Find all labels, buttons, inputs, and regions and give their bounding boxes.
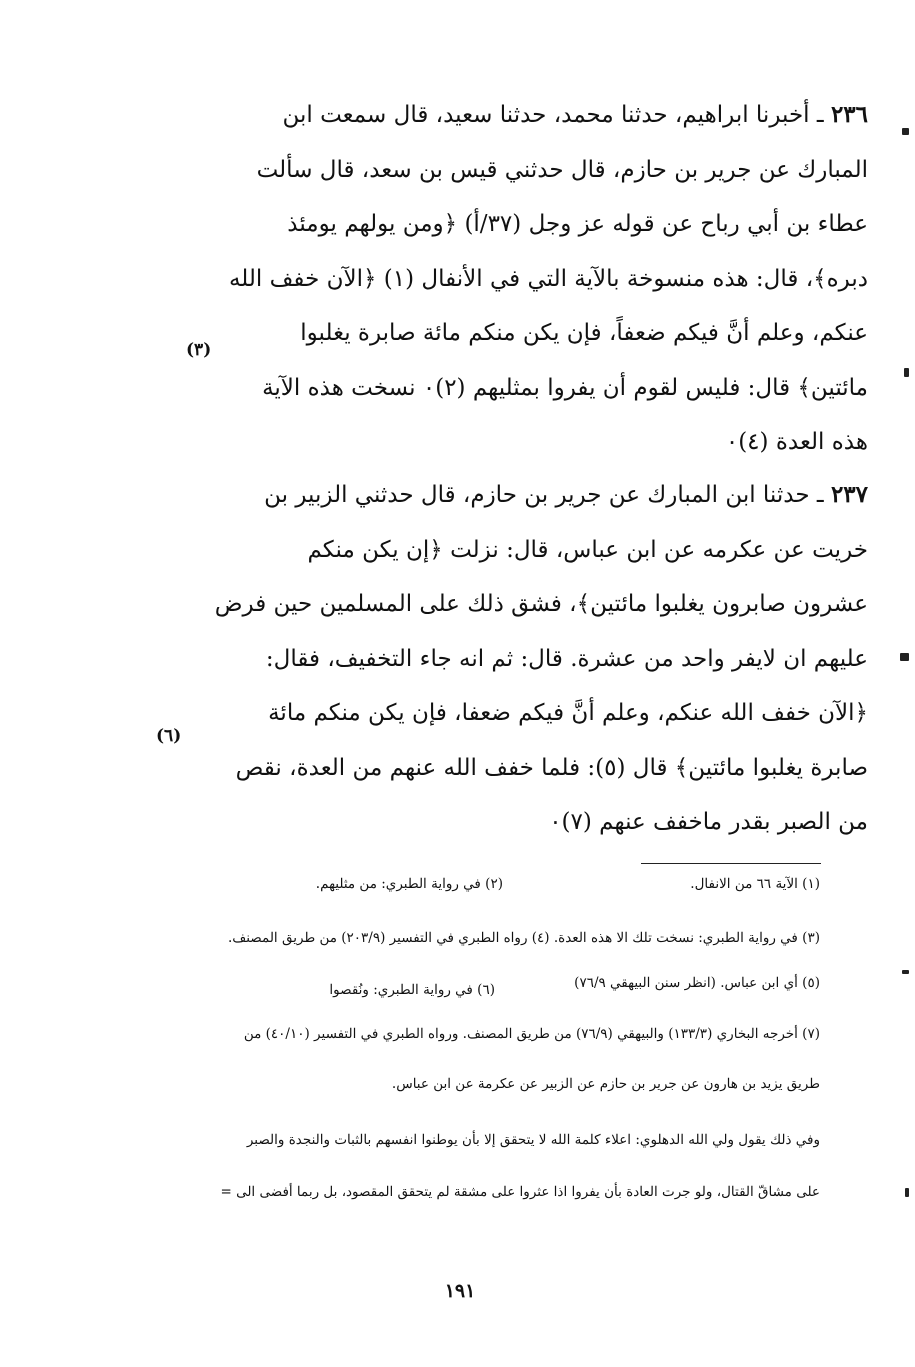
text-line: ٢٣٦ ـ أخبرنا ابراهيم، حدثنا محمد، حدثنا سعيد، قال سمعت ابن — [282, 101, 868, 128]
text-line: عليهم ان لايفر واحد من عشرة. قال: ثم انه جاء التخفيف، فقال: — [265, 645, 868, 672]
footnote-2: (٢) في رواية الطبري: من مثليهم. — [315, 876, 503, 892]
margin-mark — [902, 128, 909, 135]
text-line: مائتين﴾ قال: فليس لقوم أن يفروا بمثليهم (٢)٠ نسخت هذه الآية — [262, 374, 868, 401]
footnote-separator — [641, 863, 821, 864]
margin-mark — [902, 970, 909, 974]
footnote-3-4: (٣) في رواية الطبري: نسخت تلك الا هذه العدة. (٤) رواه الطبري في التفسير (٢٠٣/٩) من طريق المصنف. — [227, 930, 820, 946]
text-line: عنكم، وعلم أنَّ فيكم ضعفاً، فإن يكن منكم مائة صابرة يغلبوا — [300, 320, 868, 346]
commentary-line: وفي ذلك يقول ولي الله الدهلوي: اعلاء كلمة الله لا يتحقق إلا بأن يوطنوا انفسهم بالثبات والنجدة والصبر — [246, 1132, 820, 1148]
text-line: من الصبر بقدر ماخفف عنهم (٧)٠ — [549, 809, 868, 835]
hadith-237 — [150, 468, 868, 850]
page-number: ١٩١ — [444, 1280, 476, 1302]
text-line: دبره﴾، قال: هذه منسوخة بالآية التي في الأنفال (١) ﴿الآن خفف الله — [228, 265, 868, 292]
footnote-marker-6: (٦) — [156, 726, 182, 746]
hadith-number: ٢٣٧ — [830, 481, 868, 508]
text-line: عشرون صابرون يغلبوا مائتين﴾، فشق ذلك على المسلمين حين فرض — [214, 591, 868, 617]
text-line: هذه العدة (٤)٠ — [725, 429, 868, 455]
footnote-7-continued: طريق يزيد بن هارون عن جرير بن حازم عن الزبير عن عكرمة عن ابن عباس. — [391, 1076, 820, 1092]
footnote-marker-3: (٣) — [186, 340, 212, 360]
commentary-line: على مشاقّ القتال، ولو جرت العادة بأن يفروا اذا عثروا على مشقة لم يتحقق المقصود، بل ربما أفضى الى = — [220, 1184, 820, 1200]
hadith-236 — [150, 88, 868, 470]
text-line: ﴿الآن خفف الله عنكم، وعلم أنَّ فيكم ضعفا، فإن يكن منكم مائة — [268, 700, 868, 726]
margin-mark — [900, 653, 909, 661]
margin-mark — [904, 368, 909, 377]
text-line: خريت عن عكرمه عن ابن عباس، قال: نزلت ﴿إن يكن منكم — [307, 536, 868, 563]
text-line: ٢٣٧ ـ حدثنا ابن المبارك عن جرير بن حازم، قال حدثني الزبير بن — [264, 481, 868, 508]
hadith-number: ٢٣٦ — [830, 101, 868, 128]
footnote-6: (٦) في رواية الطبري: ونُقصوا — [329, 982, 495, 998]
footnote-5: (٥) أي ابن عباس. (انظر سنن البيهقي ٧٦/٩) — [574, 975, 820, 991]
footnote-7: (٧) أخرجه البخاري (١٣٣/٣) والبيهقي (٧٦/٩) من طريق المصنف. ورواه الطبري في التفسير (٤٠/١٠) من — [243, 1026, 820, 1042]
text-line: عطاء بن أبي رباح عن قوله عز وجل (٣٧/أ) ﴿ومن يولهم يومئذ — [287, 211, 868, 237]
text-line: صابرة يغلبوا مائتين﴾ قال (٥): فلما خفف الله عنهم من العدة، نقص — [235, 754, 868, 781]
footnote-1: (١) الآية ٦٦ من الانفال. — [690, 876, 820, 892]
text-line: المبارك عن جرير بن حازم، قال حدثني قيس بن سعد، قال سألت — [256, 156, 868, 183]
margin-mark — [905, 1188, 909, 1197]
